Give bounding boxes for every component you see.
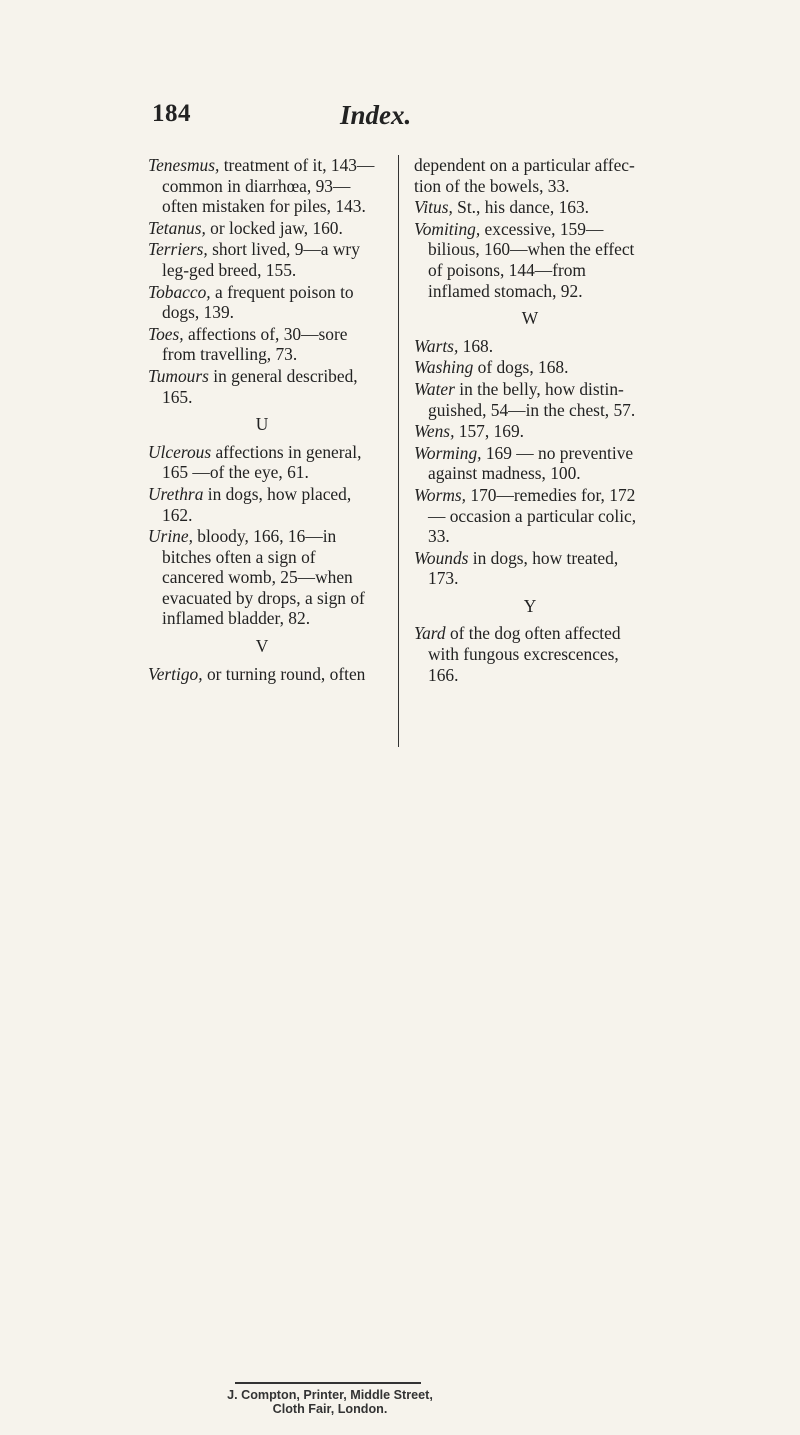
index-term: Water (414, 378, 455, 399)
printer-imprint (225, 1388, 435, 1416)
section-t (148, 155, 376, 407)
index-term: Tobacco, (148, 281, 211, 302)
index-entry (148, 282, 376, 323)
index-entry (148, 664, 376, 685)
continuation-entry: dependent on a particular affec-tion of the bowels, 33. (414, 155, 635, 196)
index-entry (414, 379, 646, 420)
index-term: Toes, (148, 323, 184, 344)
page-header (0, 100, 800, 140)
index-term: Wens, (414, 421, 455, 442)
imprint-line-2: Cloth Fair, London. (272, 1402, 388, 1416)
index-references: affections in general, 165 —of the eye, 61. (162, 441, 362, 483)
section-v (148, 664, 376, 685)
page-number: 184 (152, 100, 191, 127)
index-entry (414, 548, 646, 589)
section-y (414, 623, 646, 685)
index-references: St., his dance, 163. (452, 197, 590, 218)
index-references: in the belly, how distin-guished, 54—in the chest, 57. (428, 378, 636, 420)
index-entry (148, 526, 376, 629)
index-term: Warts, (414, 335, 459, 356)
index-entry (414, 197, 646, 218)
index-term: Yard (414, 623, 446, 644)
index-references: 168. (458, 335, 494, 356)
index-term: Urethra (148, 483, 204, 504)
index-term: Tetanus, (148, 217, 206, 238)
index-entry (148, 366, 376, 407)
index-entry (414, 357, 646, 378)
index-entry (414, 485, 646, 547)
footer-rule (235, 1382, 421, 1384)
column-divider (398, 155, 399, 747)
index-entry (414, 336, 646, 357)
index-references: a frequent poison to dogs, 139. (162, 281, 354, 323)
index-term: Vitus, (414, 197, 453, 218)
section-letter-v: V (255, 636, 269, 657)
index-entry (148, 155, 376, 217)
index-right-column (414, 155, 646, 686)
index-references: 169 — no preventive against madness, 100. (428, 442, 634, 484)
section-w (414, 336, 646, 589)
index-references: treatment of it, 143— common in diarrhœa, 93—often mistaken for piles, 143. (162, 155, 375, 217)
index-term: Terriers, (148, 239, 208, 260)
imprint-line-1: J. Compton, Printer, Middle Street, (227, 1388, 433, 1402)
index-references: 170—remedies for, 172— occasion a particular colic, 33. (428, 484, 637, 547)
index-entry (414, 219, 646, 301)
index-term: Worms, (414, 484, 467, 505)
index-references: or turning round, often (202, 663, 366, 684)
index-term: Tumours (148, 365, 209, 386)
index-entry (148, 324, 376, 365)
index-term: Vertigo, (148, 663, 203, 684)
running-head: Index. (340, 100, 412, 130)
index-term: Ulcerous (148, 441, 212, 462)
index-entry (148, 239, 376, 280)
section-u (148, 442, 376, 629)
section-v-cont (414, 197, 646, 301)
section-letter-y: Y (523, 595, 537, 616)
index-term: Tenesmus, (148, 155, 220, 175)
index-term: Wounds (414, 547, 469, 568)
index-references: in general described, 165. (162, 365, 358, 407)
index-term: Washing (414, 357, 474, 378)
section-letter-u: U (255, 414, 269, 435)
index-entry (414, 421, 646, 442)
index-references: affections of, 30—sore from travelling, 73. (162, 323, 348, 365)
index-references: in dogs, how placed, 162. (162, 483, 352, 525)
section-letter-w: W (521, 308, 539, 329)
index-references: or locked jaw, 160. (205, 217, 343, 238)
index-term: Worming, (414, 442, 482, 463)
index-references: excessive, 159—bilious, 160—when the effect of poisons, 144—from inflamed stomach, 92. (428, 218, 635, 301)
index-entry (414, 623, 646, 685)
index-entry (148, 442, 376, 483)
index-entry (414, 443, 646, 484)
index-entry (148, 218, 376, 239)
index-entry (148, 484, 376, 525)
index-left-column (148, 155, 376, 685)
index-references: of dogs, 168. (473, 357, 569, 378)
index-references: bloody, 166, 16—in bitches often a sign of cancered womb, 25—when evacuated by drops, a sign of inflamed bladder, 82. (162, 526, 365, 629)
index-references: 157, 169. (454, 421, 524, 442)
index-references: in dogs, how treated, 173. (428, 547, 619, 589)
index-term: Vomiting, (414, 218, 481, 239)
index-references: short lived, 9—a wry leg-ged breed, 155. (162, 239, 360, 280)
index-term: Urine, (148, 526, 193, 547)
index-references: of the dog often affected with fungous excrescences, 166. (428, 623, 621, 685)
